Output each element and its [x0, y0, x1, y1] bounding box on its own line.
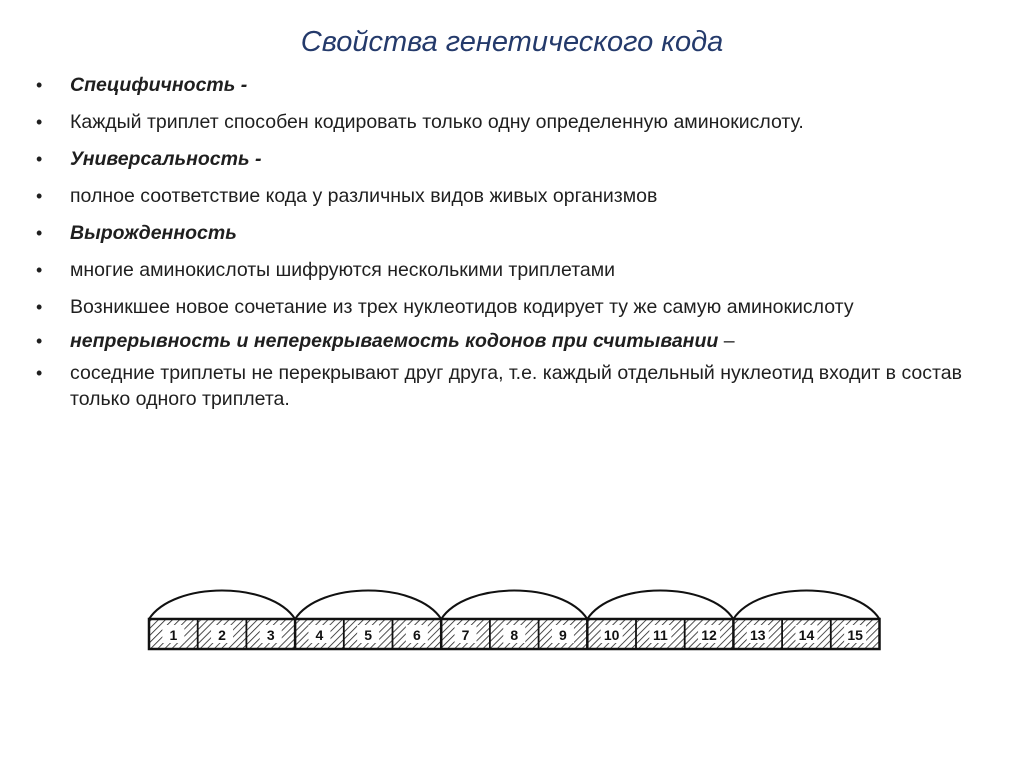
list-item	[36, 72, 996, 98]
item-text: Каждый триплет способен кодировать только одну определенную аминокислоту.	[70, 111, 804, 133]
item-text: непрерывность и неперекрываемость кодонов при считывании	[70, 330, 719, 352]
list-item	[36, 360, 1000, 412]
nucleotide-number: 11	[652, 627, 668, 643]
triplet-arc	[587, 591, 733, 620]
triplet-arc	[441, 591, 587, 620]
triplet-arc	[733, 591, 879, 620]
bullet-dot-icon: •	[36, 186, 43, 206]
bullet-dot-icon: •	[36, 297, 43, 317]
nucleotide-number: 4	[315, 627, 324, 643]
item-text: Универсальность -	[70, 148, 262, 170]
item-text: соседние триплеты не перекрывают друг друга, т.е. каждый отдельный нуклеотид входит в состав только одного триплета.	[70, 362, 962, 410]
nucleotide-number: 14	[798, 627, 815, 643]
list-item	[36, 146, 996, 172]
item-text: Специфичность -	[70, 74, 248, 96]
list-item	[36, 294, 870, 320]
list-item	[36, 183, 996, 209]
item-text: Вырожденность	[70, 222, 237, 244]
triplet-arcs	[149, 591, 880, 620]
nucleotide-number: 7	[461, 627, 470, 643]
slide-title: Свойства генетического кода	[300, 26, 724, 58]
triplet-arc	[149, 591, 295, 620]
list-item	[36, 328, 996, 354]
item-text: полное соответствие кода у различных видов живых организмов	[70, 185, 658, 207]
nucleotide-number: 10	[603, 627, 620, 643]
nucleotide-number: 8	[510, 627, 519, 643]
list-item	[36, 109, 996, 135]
bullet-dot-icon: •	[36, 223, 43, 243]
bullet-dot-icon: •	[36, 363, 43, 383]
nucleotide-number: 13	[749, 627, 766, 643]
triplet-arc	[295, 591, 441, 620]
item-text: Возникшее новое сочетание из трех нуклеотидов кодирует ту же самую аминокислоту	[70, 296, 854, 318]
nucleotide-number: 5	[364, 627, 373, 643]
bullet-dot-icon: •	[36, 75, 43, 95]
nucleotide-number: 15	[847, 627, 863, 643]
nucleotide-number: 1	[169, 627, 178, 643]
bullet-dot-icon: •	[36, 331, 43, 351]
bullet-dot-icon: •	[36, 112, 43, 132]
item-dash: –	[718, 330, 735, 352]
nucleotide-number: 9	[559, 627, 567, 643]
list-item	[36, 220, 996, 246]
property-list	[36, 72, 996, 412]
nucleotide-number: 3	[266, 627, 275, 643]
nucleotide-strand	[149, 619, 880, 649]
triplet-diagram	[145, 583, 890, 655]
bullet-dot-icon: •	[36, 149, 43, 169]
item-text: многие аминокислоты шифруются несколькими триплетами	[70, 259, 616, 281]
nucleotide-number: 12	[701, 627, 717, 643]
nucleotide-number: 6	[412, 627, 421, 643]
bullet-dot-icon: •	[36, 260, 43, 280]
nucleotide-number: 2	[218, 627, 226, 643]
list-item	[36, 257, 996, 283]
